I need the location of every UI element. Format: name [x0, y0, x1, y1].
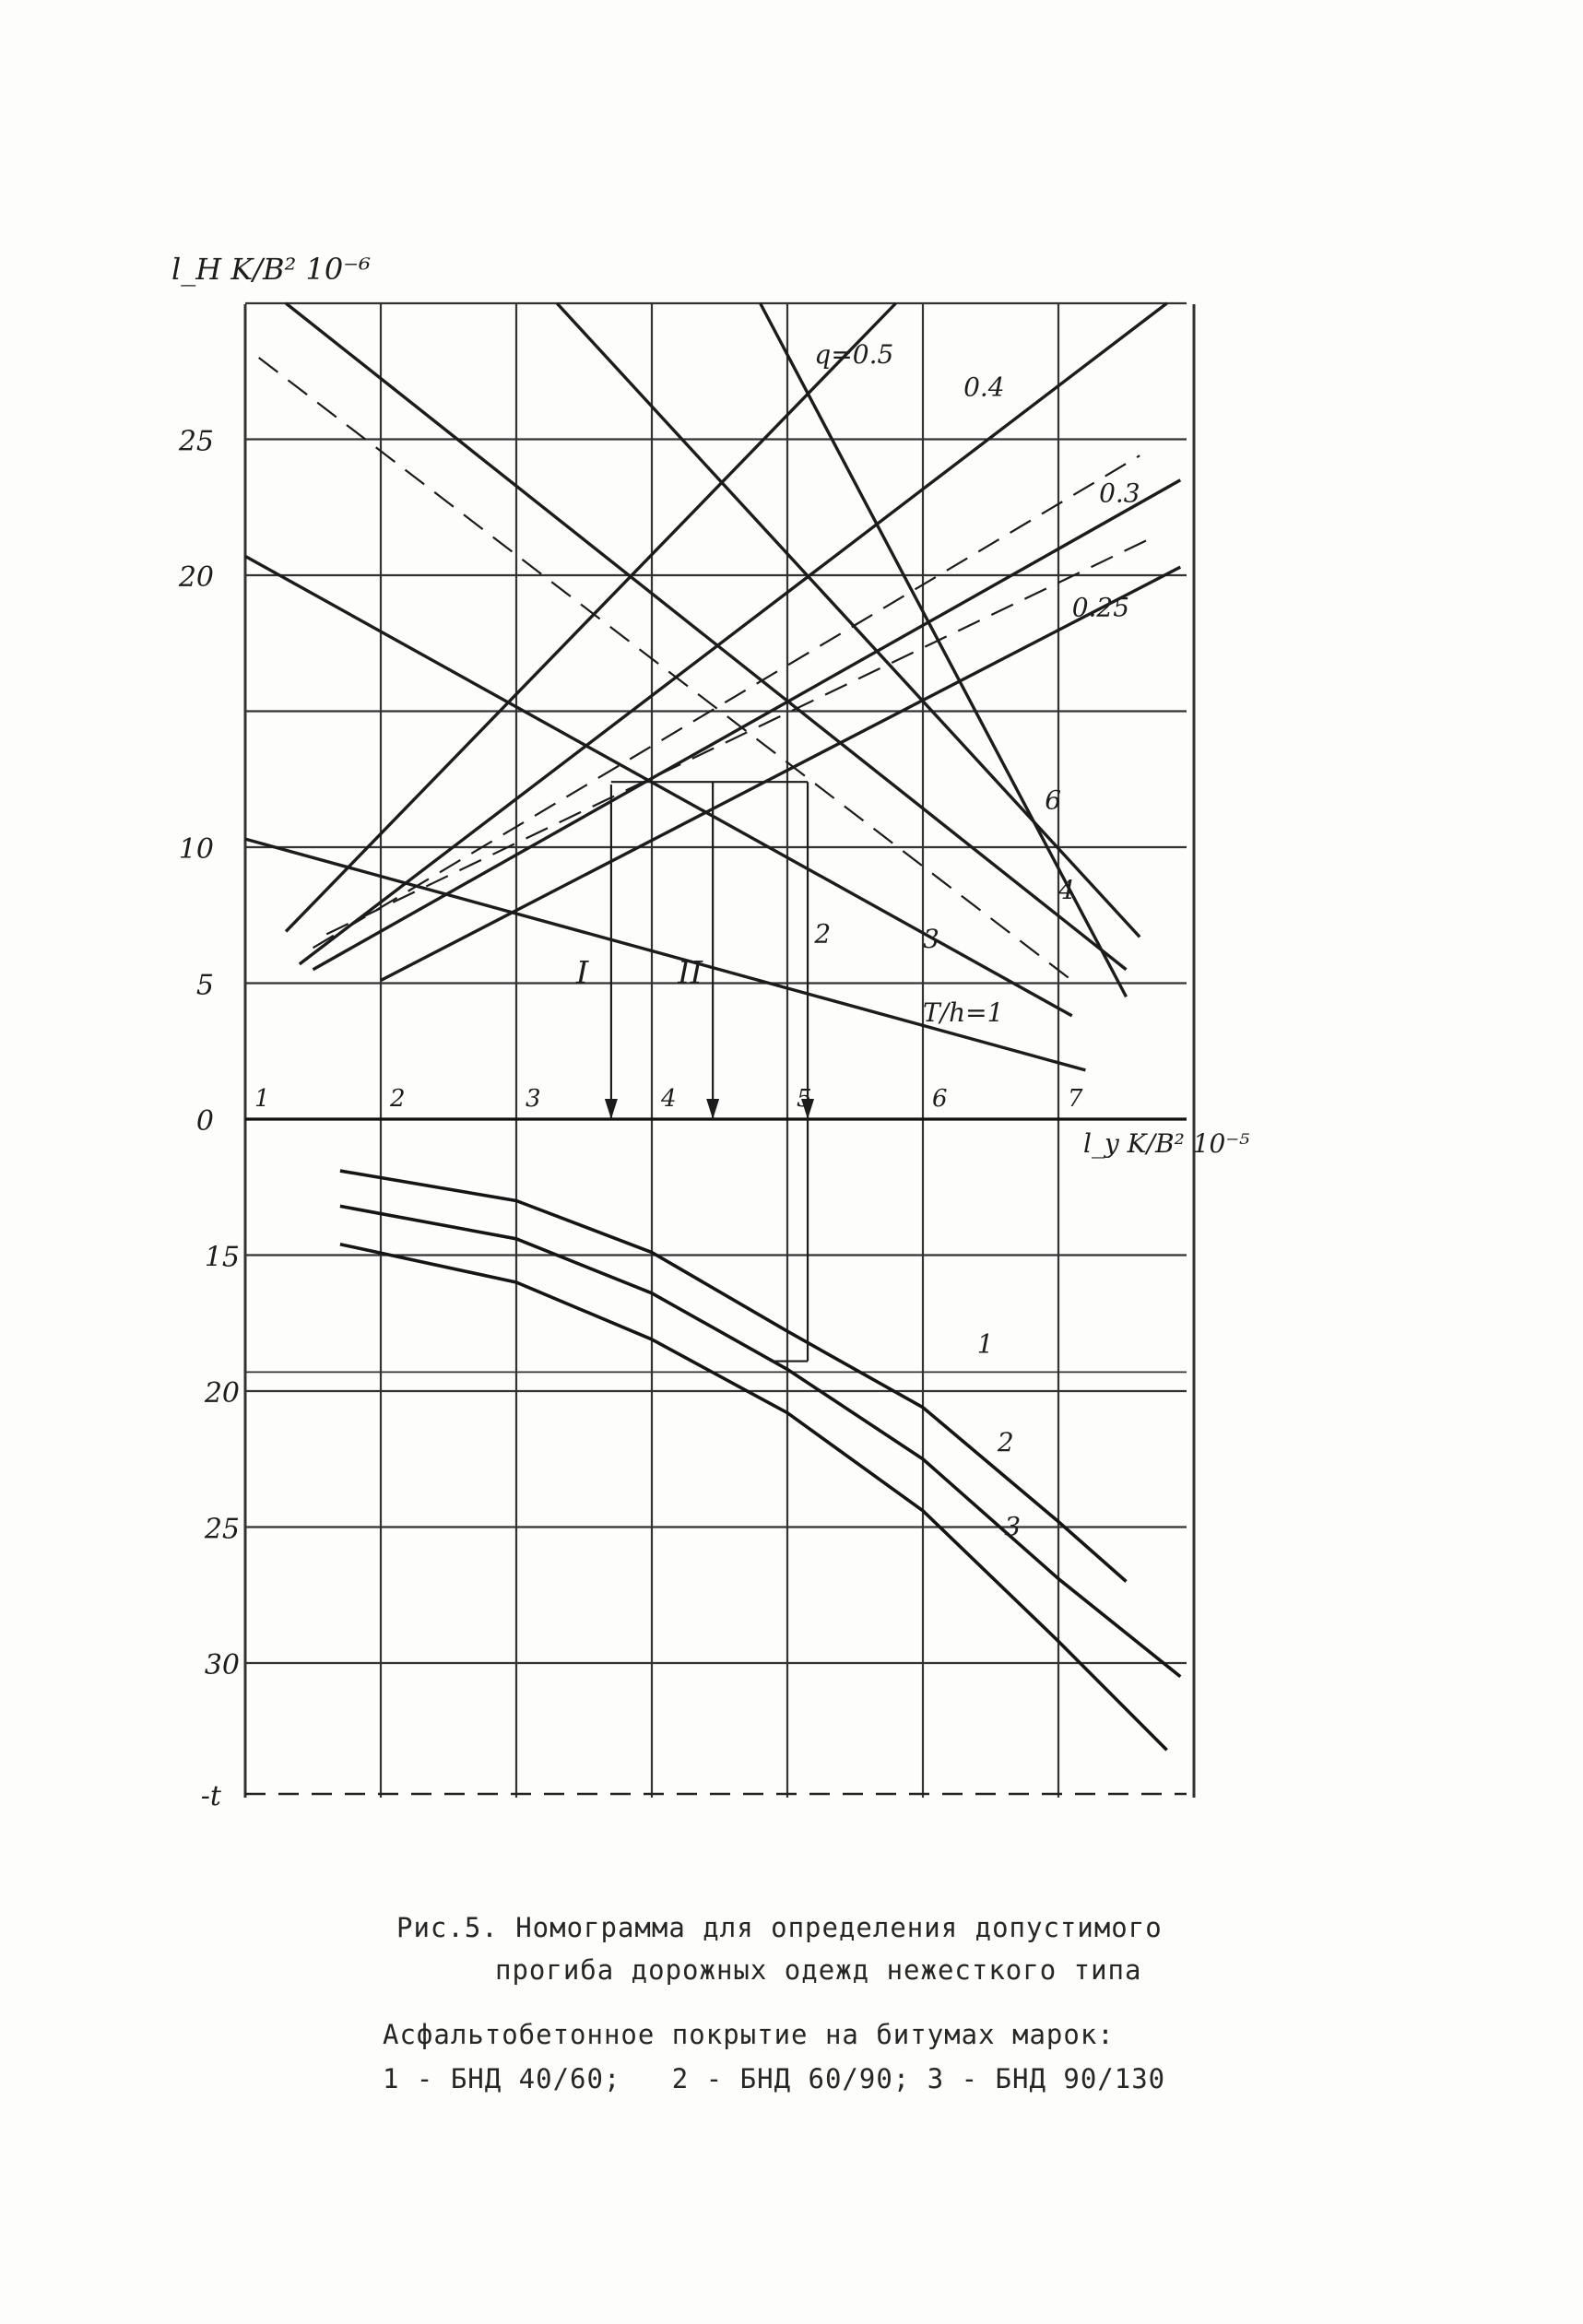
x-tick-label: 4	[661, 1085, 677, 1113]
guide-lines	[605, 782, 814, 1361]
series-line	[313, 480, 1181, 970]
series-line	[286, 303, 1126, 970]
figure-caption-line3: Асфальтобетонное покрытие на битумах марок:	[383, 2019, 1115, 2050]
x-tick-label: 2	[390, 1085, 406, 1113]
x-tick-label: 3	[526, 1085, 541, 1113]
series-line	[326, 537, 1153, 935]
guide-label: I	[575, 954, 589, 992]
x-axis-label: l_y K/B² 10⁻⁵	[1083, 1128, 1250, 1159]
bottom-series-label: 2	[997, 1426, 1014, 1457]
y-tick-label: 10	[178, 833, 214, 866]
series-line	[300, 303, 1167, 964]
figure-caption-line1: Рис.5. Номограмма для определения допустимого	[396, 1912, 1163, 1943]
guide-label: II	[678, 954, 703, 992]
x-tick-label: 7	[1068, 1085, 1083, 1113]
series-label: 6	[1045, 784, 1062, 816]
figure-caption-line2: прогиба дорожных одежд нежесткого типа	[495, 1954, 1142, 1986]
y-tick-label: 15	[204, 1241, 240, 1274]
x-tick-label: 1	[254, 1085, 270, 1113]
axes	[245, 1119, 1187, 1794]
series-line	[313, 455, 1140, 948]
x-tick-label: 5	[797, 1085, 812, 1113]
y-axis-label-bottom: -t	[200, 1780, 221, 1812]
y-axis-label: l_H K/B² 10⁻⁶	[171, 252, 371, 287]
series-label: 3	[923, 924, 939, 955]
series-label: q=0.5	[814, 338, 894, 370]
series-label: 4	[1058, 875, 1075, 906]
guide-arrowhead	[605, 1099, 618, 1119]
y-tick-label: 25	[204, 1513, 240, 1546]
figure-caption-line4: 1 - БНД 40/60; 2 - БНД 60/90; 3 - БНД 90/130	[383, 2063, 1166, 2094]
series-label: T/h=1	[923, 997, 1004, 1028]
y-tick-label: 0	[195, 1105, 214, 1138]
bottom-series-label: 1	[976, 1328, 994, 1360]
y-tick-label: 5	[195, 969, 214, 1002]
y-tick-label: 25	[178, 425, 214, 458]
bottom-series-label: 3	[1004, 1511, 1022, 1542]
bottom-series-line	[340, 1245, 1167, 1751]
series-label: 0.3	[1099, 478, 1140, 509]
series-label: 0.25	[1071, 592, 1130, 623]
series-line	[557, 303, 1140, 937]
bottom-series-line	[340, 1206, 1180, 1676]
y-tick-label: 20	[204, 1377, 240, 1410]
y-tick-label: 30	[204, 1649, 240, 1681]
x-tick-label: 6	[932, 1085, 948, 1113]
series-label: 0.4	[963, 372, 1005, 403]
guide-arrowhead	[706, 1099, 719, 1119]
series-label: 2	[814, 918, 832, 950]
series-line	[286, 303, 896, 931]
series-line	[245, 556, 1072, 1016]
y-tick-label: 20	[178, 561, 214, 594]
